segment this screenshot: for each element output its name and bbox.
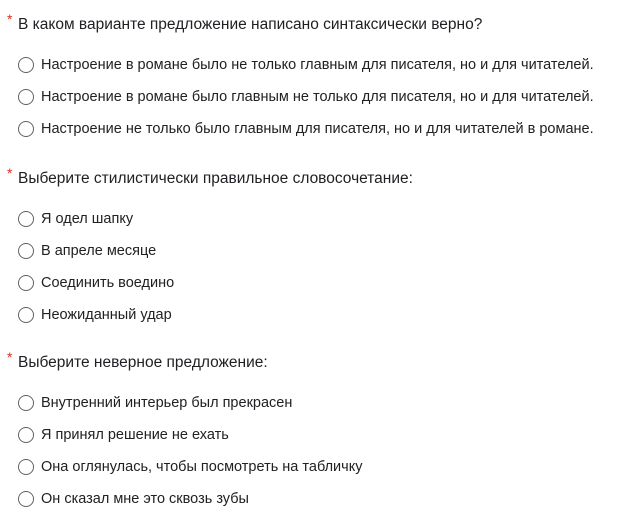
question-1 xyxy=(0,12,630,145)
question-title xyxy=(0,166,630,192)
required-asterisk: * xyxy=(7,11,13,27)
question-text: Выберите неверное предложение: xyxy=(18,354,268,371)
radio-button[interactable] xyxy=(18,459,34,475)
option-item[interactable] xyxy=(0,235,630,267)
radio-button[interactable] xyxy=(18,307,34,323)
question-title xyxy=(0,12,630,38)
radio-button[interactable] xyxy=(18,243,34,259)
question-3 xyxy=(0,350,630,515)
question-text: Выберите стилистически правильное словосочетание: xyxy=(18,170,413,187)
option-label[interactable]: Она оглянулась, чтобы посмотреть на табличку xyxy=(41,459,363,475)
option-item[interactable] xyxy=(0,49,630,81)
option-label[interactable]: Я одел шапку xyxy=(41,211,134,227)
option-item[interactable] xyxy=(0,113,630,145)
option-item[interactable] xyxy=(0,419,630,451)
option-label[interactable]: Настроение в романе было главным не только для писателя, но и для читателей. xyxy=(41,89,594,105)
radio-button[interactable] xyxy=(18,275,34,291)
option-label[interactable]: Настроение в романе было не только главным для писателя, но и для читателей. xyxy=(41,57,594,73)
required-asterisk: * xyxy=(7,349,13,365)
radio-button[interactable] xyxy=(18,57,34,73)
option-item[interactable] xyxy=(0,387,630,419)
options-list xyxy=(0,203,630,331)
options-list xyxy=(0,387,630,515)
question-title xyxy=(0,350,630,376)
option-label[interactable]: Он сказал мне это сквозь зубы xyxy=(41,491,249,507)
required-asterisk: * xyxy=(7,165,13,181)
radio-button[interactable] xyxy=(18,427,34,443)
option-item[interactable] xyxy=(0,203,630,235)
radio-button[interactable] xyxy=(18,491,34,507)
option-item[interactable] xyxy=(0,267,630,299)
option-label[interactable]: Внутренний интерьер был прекрасен xyxy=(41,395,293,411)
radio-button[interactable] xyxy=(18,395,34,411)
option-label[interactable]: Я принял решение не ехать xyxy=(41,427,229,443)
option-label[interactable]: Неожиданный удар xyxy=(41,307,172,323)
options-list xyxy=(0,49,630,145)
option-item[interactable] xyxy=(0,451,630,483)
option-item[interactable] xyxy=(0,81,630,113)
option-item[interactable] xyxy=(0,483,630,515)
question-text: В каком варианте предложение написано синтаксически верно? xyxy=(18,16,483,33)
radio-button[interactable] xyxy=(18,211,34,227)
option-label[interactable]: Соединить воедино xyxy=(41,275,175,291)
radio-button[interactable] xyxy=(18,121,34,137)
radio-button[interactable] xyxy=(18,89,34,105)
option-label[interactable]: Настроение не только было главным для писателя, но и для читателей в романе. xyxy=(41,121,594,137)
option-item[interactable] xyxy=(0,299,630,331)
question-2 xyxy=(0,166,630,331)
option-label[interactable]: В апреле месяце xyxy=(41,243,157,259)
